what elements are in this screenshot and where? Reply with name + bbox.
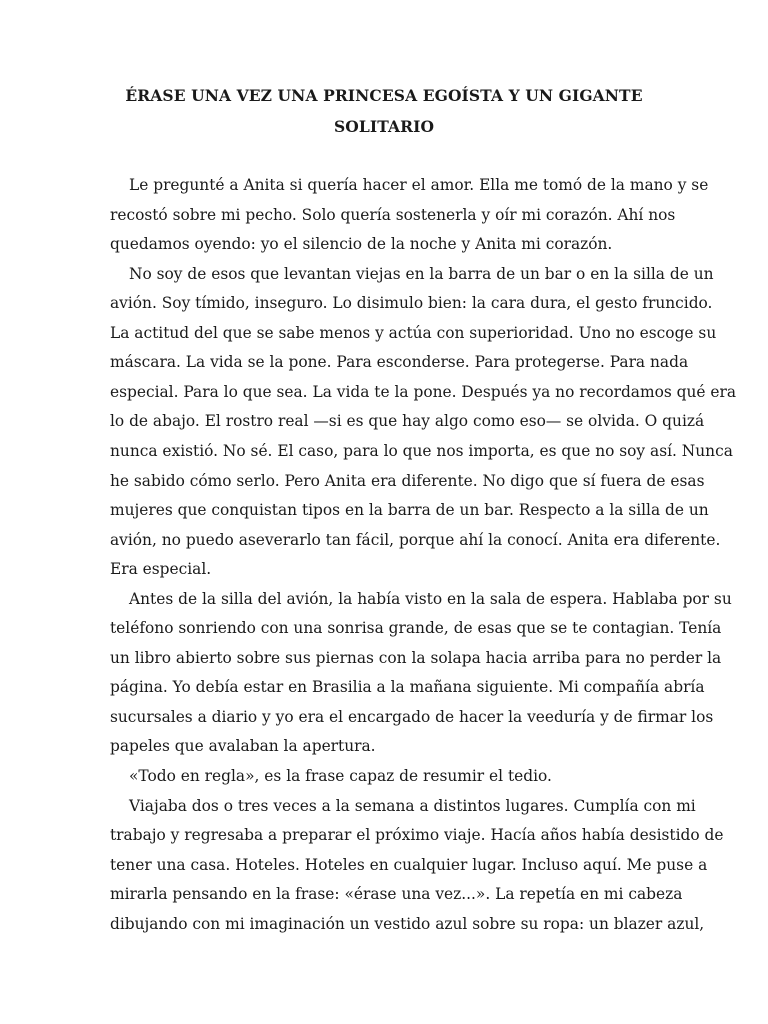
text-line: La actitud del que se sabe menos y actúa con superioridad. Uno no escoge su [110, 324, 717, 342]
text-line: sucursales a diario y yo era el encargado de hacer la veeduría y de firmar los [110, 708, 714, 726]
text-line: teléfono sonriendo con una sonrisa grande, de esas que se te contagian. Tenía [110, 619, 722, 637]
text-line: máscara. La vida se la pone. Para esconderse. Para protegerse. Para nada [110, 353, 689, 371]
text-line: mirarla pensando en la frase: «érase una vez...». La repetía en mi cabeza [110, 885, 683, 903]
text-line: Antes de la silla del avión, la había visto en la sala de espera. Hablaba por su [129, 590, 732, 608]
text-line: dibujando con mi imaginación un vestido azul sobre su ropa: un blazer azul, [110, 915, 705, 933]
title-line-1: ÉRASE UNA VEZ UNA PRINCESA EGOÍSTA Y UN GIGANTE [125, 86, 643, 105]
text-line: mujeres que conquistan tipos en la barra de un bar. Respecto a la silla de un [110, 501, 709, 519]
text-line: quedamos oyendo: yo el silencio de la noche y Anita mi corazón. [110, 235, 613, 253]
text-line: página. Yo debía estar en Brasilia a la mañana siguiente. Mi compañía abría [110, 678, 705, 696]
text-line: especial. Para lo que sea. La vida te la pone. Después ya no recordamos qué era [110, 383, 737, 401]
text-line: he sabido cómo serlo. Pero Anita era diferente. No digo que sí fuera de esas [110, 472, 705, 490]
text-line: recostó sobre mi pecho. Solo quería sostenerla y oír mi corazón. Ahí nos [110, 206, 676, 224]
text-line: avión. Soy tímido, inseguro. Lo disimulo bien: la cara dura, el gesto fruncido. [110, 294, 713, 312]
text-line: nunca existió. No sé. El caso, para lo que nos importa, es que no soy así. Nunca [110, 442, 733, 460]
text-line: trabajo y regresaba a preparar el próximo viaje. Hacía años había desistido de [110, 826, 724, 844]
text-line: Le pregunté a Anita si quería hacer el amor. Ella me tomó de la mano y se [129, 176, 709, 194]
text-line: No soy de esos que levantan viejas en la barra de un bar o en la silla de un [129, 265, 714, 283]
text-line: papeles que avalaban la apertura. [110, 737, 376, 755]
text-line: tener una casa. Hoteles. Hoteles en cualquier lugar. Incluso aquí. Me puse a [110, 856, 708, 874]
text-line: «Todo en regla», es la frase capaz de resumir el tedio. [129, 767, 552, 785]
text-line: Era especial. [110, 560, 212, 578]
text-line: avión, no puedo aseverarlo tan fácil, porque ahí la conocí. Anita era diferente. [110, 531, 721, 549]
text-line: un libro abierto sobre sus piernas con la solapa hacia arriba para no perder la [110, 649, 722, 667]
text-line: Viajaba dos o tres veces a la semana a distintos lugares. Cumplía con mi [129, 797, 696, 815]
title-line-2: SOLITARIO [333, 117, 435, 136]
text-line: lo de abajo. El rostro real —si es que hay algo como eso— se olvida. O quizá [110, 412, 705, 430]
